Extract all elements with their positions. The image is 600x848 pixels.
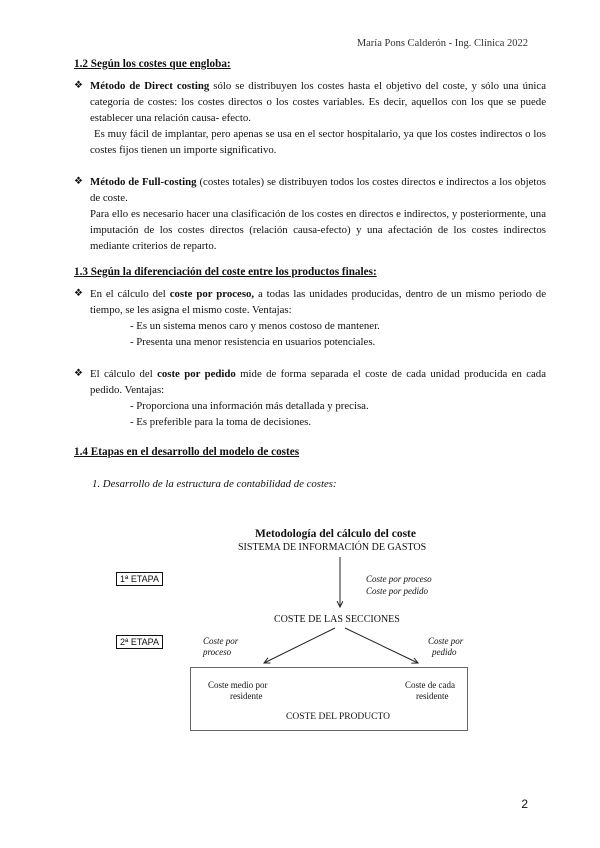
box-left-label-1: Coste medio por	[208, 680, 268, 690]
bullet-text: El cálculo del	[90, 368, 158, 380]
page-header: María Pons Calderón - Ing. Clínica 2022	[356, 38, 528, 49]
page-number: 2	[521, 797, 528, 811]
left-branch-label-1: Coste por	[203, 636, 239, 646]
etapa-1-label: 1ª ETAPA	[116, 572, 163, 586]
bullet-full-costing	[74, 174, 546, 206]
diamond-bullet-icon: ❖	[74, 288, 83, 299]
label-coste-proceso: Coste por proceso	[366, 574, 432, 584]
diamond-bullet-icon: ❖	[74, 80, 83, 91]
box-right-label-1: Coste de cada	[405, 680, 455, 690]
bullet-text: En el cálculo del	[90, 288, 170, 300]
section-title-1-3: 1.3 Según la diferenciación del coste entre los productos finales:	[74, 266, 377, 278]
bold-term: Método de Full-costing	[90, 176, 197, 188]
diamond-bullet-icon: ❖	[74, 176, 83, 187]
bullet-coste-proceso	[74, 286, 546, 318]
bullet-text: mide de forma separada el coste de cada unidad producida en cada pedido. Ventajas:	[90, 368, 546, 396]
section-title-1-4: 1.4 Etapas en el desarrollo del modelo de costes	[74, 446, 300, 458]
arrow-right-branch	[345, 628, 418, 663]
paragraph-text: Es muy fácil de implantar, pero apenas se usa en el sector hospitalario, ya que los costes indirectos o los costes fijos tienen un importe significativo.	[90, 128, 546, 156]
coste-secciones: COSTE DE LAS SECCIONES	[274, 614, 400, 625]
sub-item: - Presenta una menor resistencia en usuarios potenciales.	[130, 336, 376, 348]
bullet-coste-pedido	[74, 366, 546, 398]
right-branch-label-2: pedido	[432, 647, 457, 657]
box-left-label-2: residente	[230, 691, 263, 701]
cost-methodology-diagram	[110, 520, 490, 730]
bullet-direct-costing	[74, 78, 546, 126]
box-right-label-2: residente	[416, 691, 449, 701]
sub-item: - Es un sistema menos caro y menos costoso de mantener.	[130, 320, 380, 332]
arrow-left-branch	[264, 628, 335, 663]
box-bottom-label: COSTE DEL PRODUCTO	[286, 712, 390, 722]
bullet-text: (costes totales) se distribuyen todos los costes directos e indirectos a los objetos de coste.	[90, 176, 546, 204]
bullet-text: sólo se distribuyen los costes hasta el objetivo del coste, y sólo una única categoría de costes: los costes directos o los costes variables. Es decir, aquellos con los que se puede establecer una relación causa- efecto.	[90, 80, 546, 124]
sub-item: - Proporciona una información más detallada y precisa.	[130, 400, 369, 412]
etapa-2-label: 2ª ETAPA	[116, 635, 163, 649]
bold-term: coste por pedido	[157, 368, 236, 380]
right-branch-label-1: Coste por	[428, 636, 464, 646]
paragraph-full-costing-2	[74, 206, 546, 254]
label-coste-pedido: Coste por pedido	[366, 586, 428, 596]
bold-term: Método de Direct costing	[90, 80, 210, 92]
sub-item: - Es preferible para la toma de decisiones.	[130, 416, 312, 428]
diamond-bullet-icon: ❖	[74, 368, 83, 379]
section-title-1-2: 1.2 Según los costes que engloba:	[74, 58, 231, 70]
left-branch-label-2: proceso	[203, 647, 232, 657]
diagram-title: Metodología del cálculo del coste	[255, 528, 416, 540]
bullet-text: a todas las unidades producidas, dentro de un mismo periodo de tiempo, se les asigna el mismo coste. Ventajas:	[90, 288, 546, 316]
paragraph-direct-costing-2	[74, 126, 546, 158]
bold-term: coste por proceso,	[169, 288, 255, 300]
paragraph-text: Para ello es necesario hacer una clasificación de los costes en directos e indirectos, y posteriormente, una imputación de los costes directos (relación causa-efecto) y una afectación de los costes indirectos mediante criterios de reparto.	[90, 208, 546, 252]
numbered-item-1: 1. Desarrollo de la estructura de contabilidad de costes:	[92, 478, 337, 490]
document-body	[74, 56, 546, 492]
diagram-subtitle: SISTEMA DE INFORMACIÓN DE GASTOS	[238, 542, 427, 553]
